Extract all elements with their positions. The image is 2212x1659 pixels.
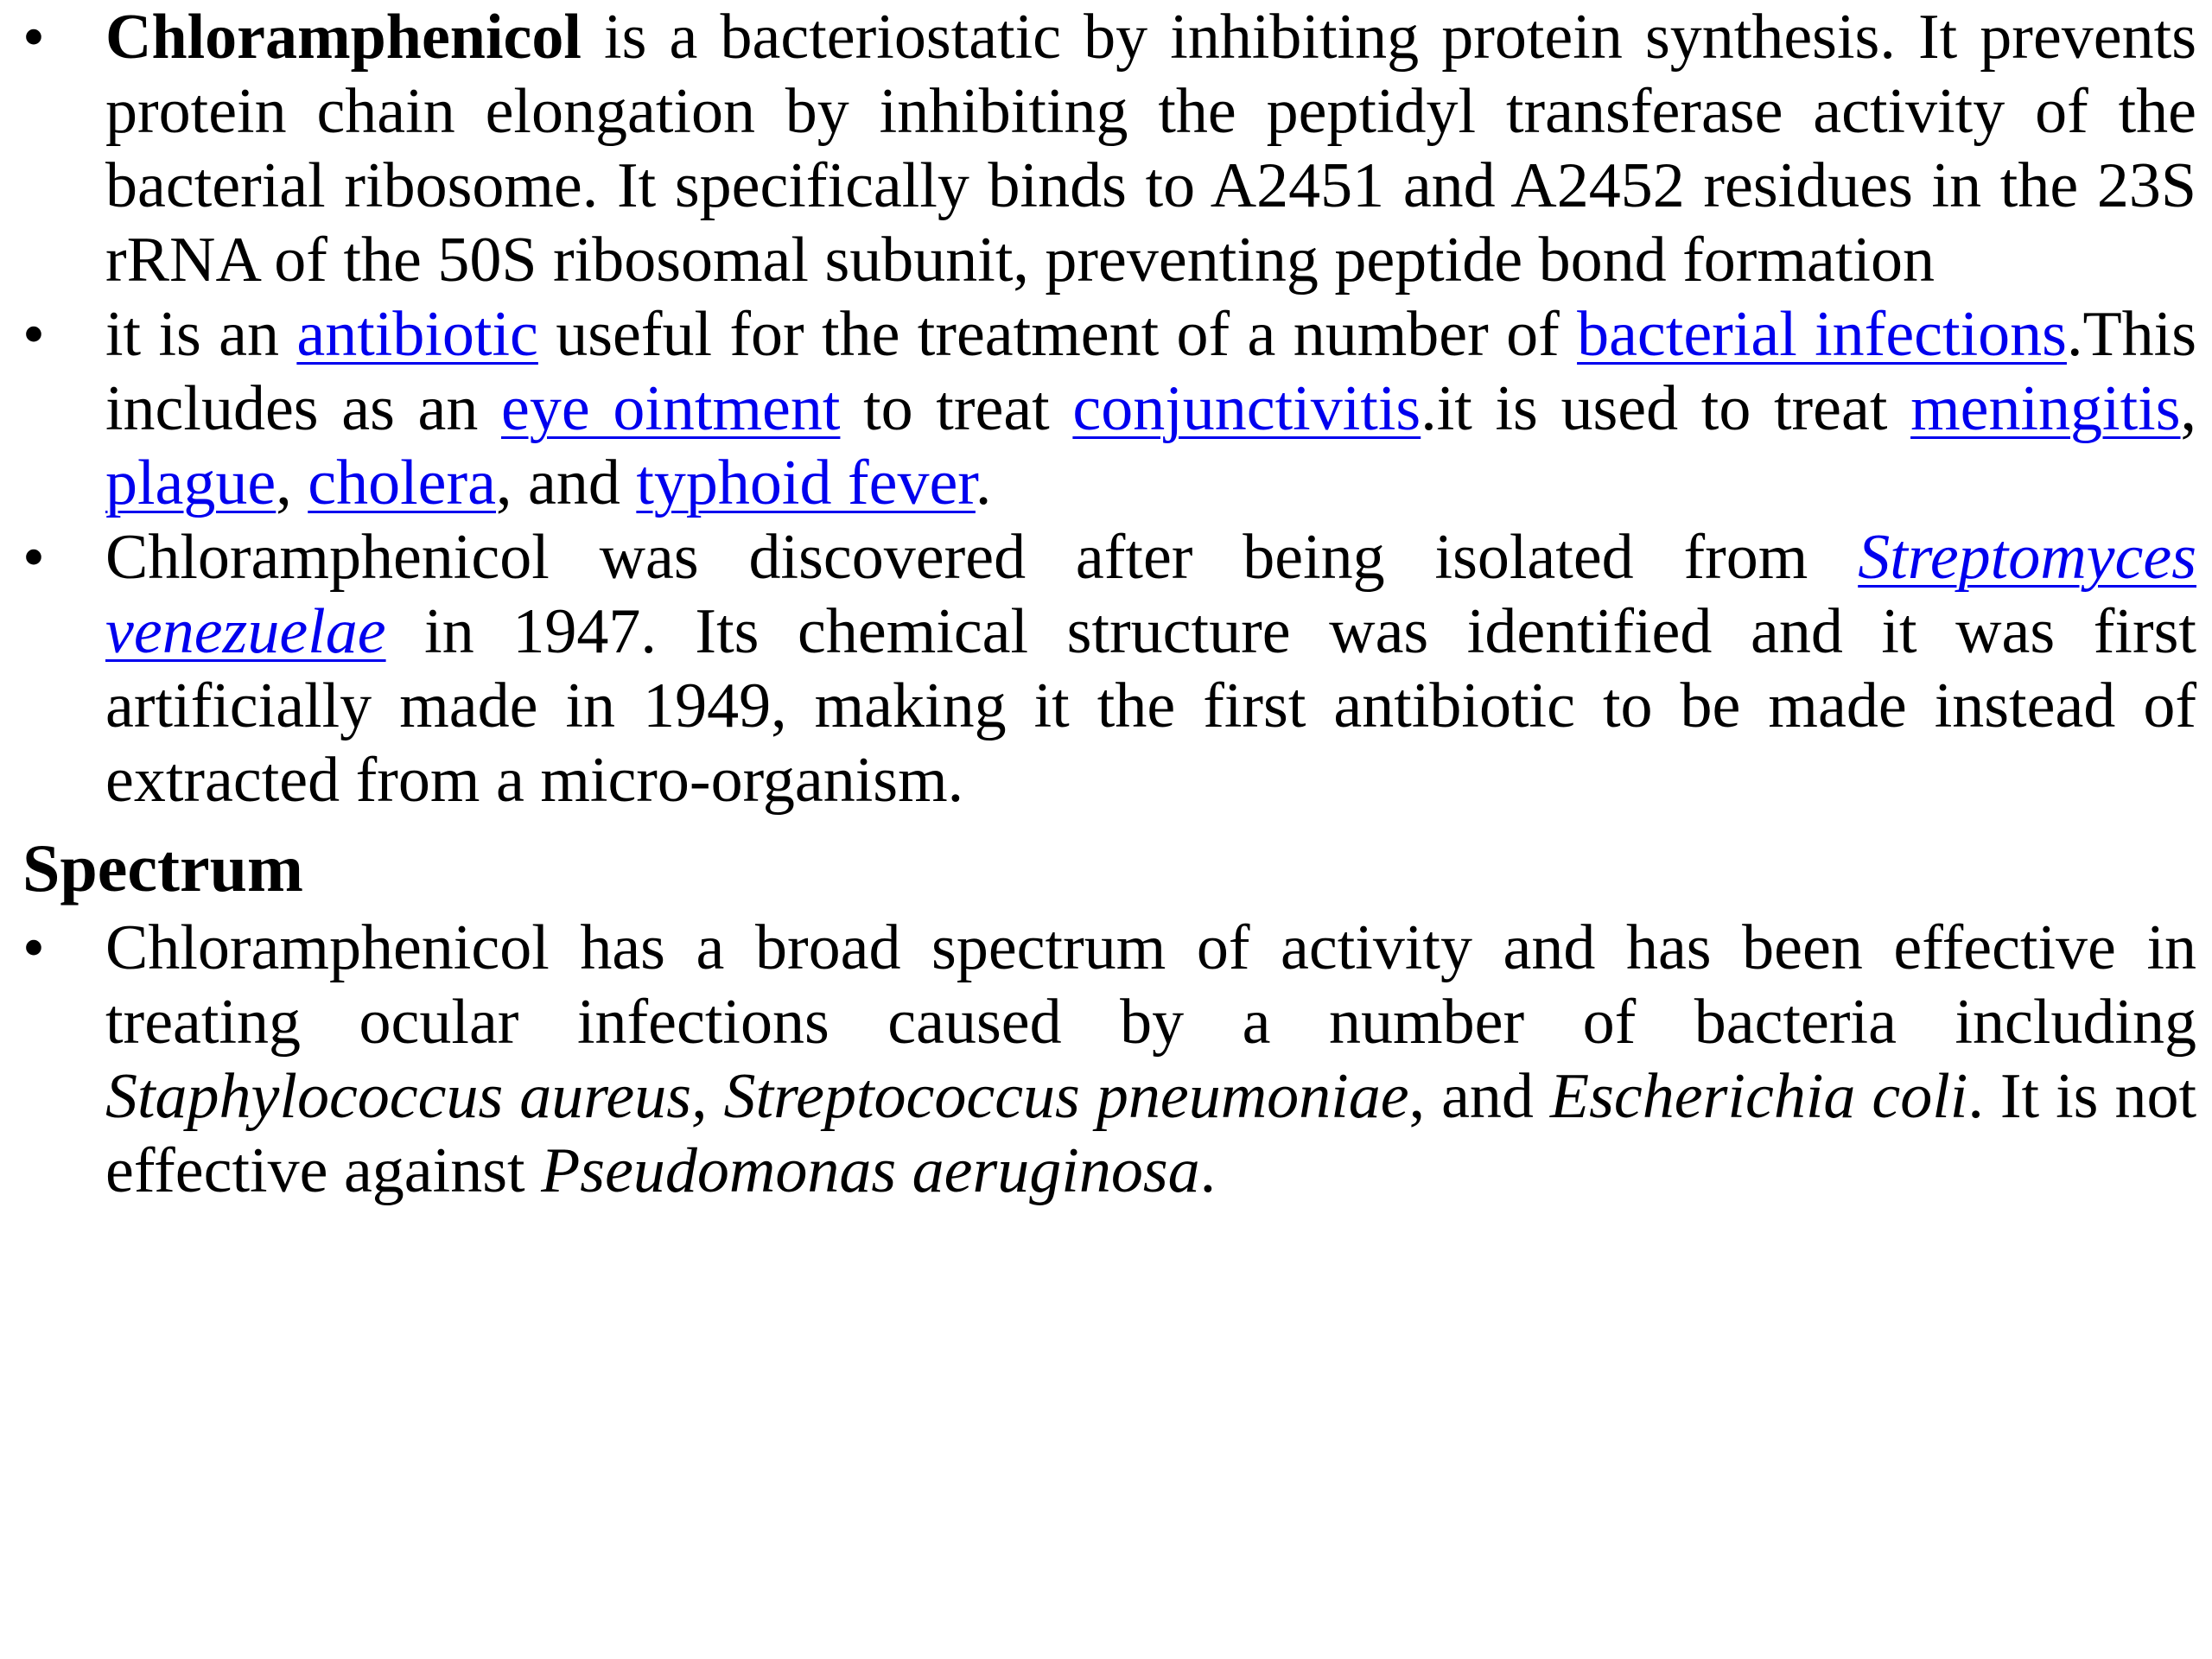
uses-text-6: , <box>2180 373 2197 444</box>
bullet-item-mechanism <box>19 0 2196 297</box>
uses-text-2: useful for the treatment of a number of <box>537 299 1578 370</box>
bullet-icon: • <box>22 299 45 370</box>
organisms-staph-strep: Staphylococcus aureus, Streptococcus pneumoniae <box>105 1061 1409 1132</box>
bullet-item-history <box>19 520 2196 817</box>
spectrum-text-1: Chloramphenicol has a broad spectrum of activity and has been effective in treating ocular infections caused by a number of bacteria including <box>105 912 2196 1058</box>
bullet-item-uses <box>19 297 2196 520</box>
link-typhoid-fever[interactable]: typhoid fever <box>636 448 976 518</box>
spectrum-text-2: , and <box>1408 1061 1550 1132</box>
link-cholera[interactable]: cholera <box>308 448 496 518</box>
bullet-list-spectrum <box>19 911 2196 1208</box>
uses-text-9: . <box>975 448 992 518</box>
history-text-2: in 1947. Its chemical structure was identified and it was first artificially made in 1949, making it the first antibiotic to be made instead of extracted from a micro-organism. <box>105 596 2196 816</box>
uses-text-3: .This includes as an <box>105 299 2196 444</box>
link-conjunctivitis[interactable]: conjunctivitis <box>1072 373 1421 444</box>
organism-pseudomonas: Pseudomonas aeruginosa <box>541 1135 1200 1206</box>
mechanism-text: is a bacteriostatic by inhibiting protein synthesis. It prevents protein chain elongation by inhibiting the peptidyl transferase activity of the bacterial ribosome. It specifically binds to A2451 and A2452 residues in the 23S rRNA of the 50S ribosomal subunit, preventing peptide bond formation <box>105 2 2196 296</box>
uses-text-1: it is an <box>105 299 297 370</box>
link-plague[interactable]: plague <box>105 448 276 518</box>
bullet-icon: • <box>22 2 45 73</box>
bullet-icon: • <box>22 522 45 593</box>
link-meningitis[interactable]: meningitis <box>1910 373 2181 444</box>
link-antibiotic[interactable]: antibiotic <box>296 299 538 370</box>
term-chloramphenicol: Chloramphenicol <box>105 2 582 73</box>
link-bacterial-infections[interactable]: bacterial infections <box>1577 299 2067 370</box>
document-page <box>19 0 2196 1659</box>
organism-e-coli: Escherichia coli <box>1549 1061 1968 1132</box>
heading-spectrum: Spectrum <box>22 830 303 906</box>
uses-text-4: to treat <box>840 373 1073 444</box>
bullet-list-main <box>19 0 2196 817</box>
link-eye-ointment[interactable]: eye ointment <box>501 373 841 444</box>
history-text-1: Chloramphenicol was discovered after being isolated from <box>105 522 1859 593</box>
bullet-icon: • <box>22 912 45 983</box>
spectrum-text-3: . It is not effective against <box>105 1061 2196 1206</box>
uses-text-7: , <box>276 448 308 518</box>
link-streptomyces-venezuelae[interactable]: Streptomyces venezuelae <box>105 522 2196 667</box>
bullet-item-spectrum <box>19 911 2196 1208</box>
uses-text-8: , and <box>496 448 637 518</box>
spectrum-text-4: . <box>1199 1135 1217 1206</box>
uses-text-5: .it is used to treat <box>1421 373 1911 444</box>
